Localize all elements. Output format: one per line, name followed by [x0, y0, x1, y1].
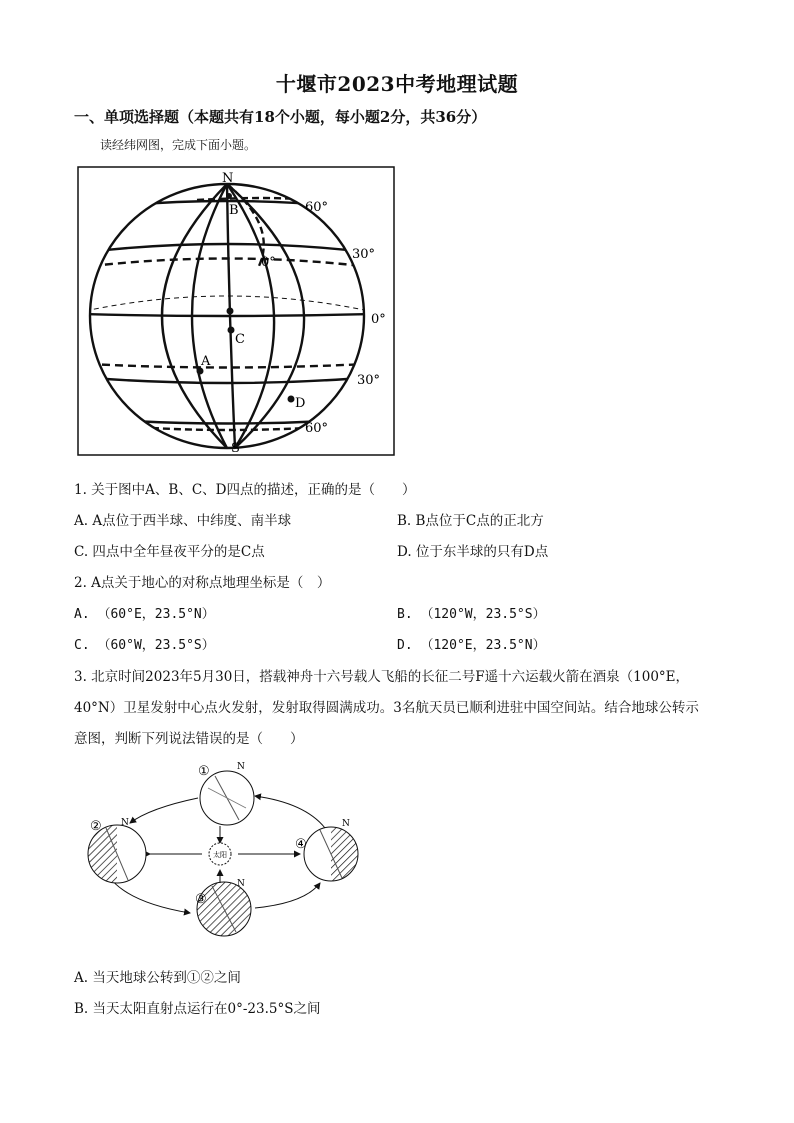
equator-label: 0°	[371, 312, 386, 327]
question-2-option-d: D. （120°E，23.5°N）	[397, 638, 546, 653]
point-c-marker	[228, 327, 235, 334]
earth-position-1	[200, 771, 254, 825]
question-2-option-b: B. （120°W，23.5°S）	[397, 607, 546, 622]
north-marker-1: N	[237, 762, 245, 772]
question-2-option-c: C. （60°W，23.5°S）	[74, 638, 215, 653]
section-heading: 一、单项选择题（本题共有18个小题，每小题2分，共36分）	[74, 108, 487, 126]
point-d-marker	[288, 396, 295, 403]
question-3-option-a: A. 当天地球公转到①②之间	[74, 970, 241, 986]
question-2-option-a: A. （60°E，23.5°N）	[74, 607, 215, 622]
position-4-label: ④	[295, 837, 307, 852]
question-3-option-b: B. 当天太阳直射点运行在0°-23.5°S之间	[74, 1001, 321, 1017]
point-marker	[227, 308, 234, 315]
point-b-label: B	[229, 203, 239, 218]
intro-text: 读经纬网图，完成下面小题。	[100, 138, 257, 152]
question-3-stem-line-2: 40°N）卫星发射中心点火发射，发射取得圆满成功。3名航天员已顺利进驻中国空间站。结合地球公转示	[74, 700, 699, 716]
question-1-option-d: D. 位于东半球的只有D点	[397, 544, 549, 560]
north-marker-3: N	[237, 879, 245, 889]
question-3-stem-line-1: 3. 北京时间2023年5月30日，搭载神舟十六号载人飞船的长征二号F遥十六运载火箭在酒泉（100°E，	[74, 669, 690, 685]
lat-30s-label: 30°	[357, 373, 381, 388]
position-3-label: ③	[195, 892, 207, 907]
north-marker-4: N	[342, 819, 350, 829]
orbit-figure	[80, 758, 370, 948]
north-label: N	[222, 171, 234, 186]
north-marker-2: N	[121, 818, 129, 828]
position-2-label: ②	[90, 819, 102, 834]
sun-label: 太阳	[213, 851, 227, 859]
graticule-figure	[77, 166, 395, 456]
earth-position-4	[304, 827, 358, 881]
point-b-marker	[226, 193, 232, 199]
question-1-option-b: B. B点位于C点的正北方	[397, 513, 544, 529]
lat-60n-label: 60°	[305, 200, 329, 215]
question-1-stem: 1. 关于图中A、B、C、D四点的描述，正确的是（ ）	[74, 482, 416, 498]
question-3-stem-line-3: 意图，判断下列说法错误的是（ ）	[74, 731, 304, 747]
point-c-label: C	[235, 332, 245, 347]
south-label: S	[231, 441, 240, 456]
point-a-label: A	[201, 354, 211, 369]
position-1-label: ①	[198, 764, 210, 779]
page-title: 十堰市2023中考地理试题	[275, 72, 519, 96]
question-2-stem: 2. A点关于地心的对称点地理坐标是（ ）	[74, 575, 331, 591]
prime-meridian-label: 0°	[261, 255, 276, 270]
earth-position-3	[197, 882, 251, 936]
point-d-label: D	[295, 396, 306, 411]
lat-60s-label: 60°	[305, 421, 329, 436]
question-1-option-c: C. 四点中全年昼夜平分的是C点	[74, 544, 265, 560]
question-1-option-a: A. A点位于西半球、中纬度、南半球	[74, 513, 292, 529]
lat-30n-label: 30°	[352, 247, 376, 262]
